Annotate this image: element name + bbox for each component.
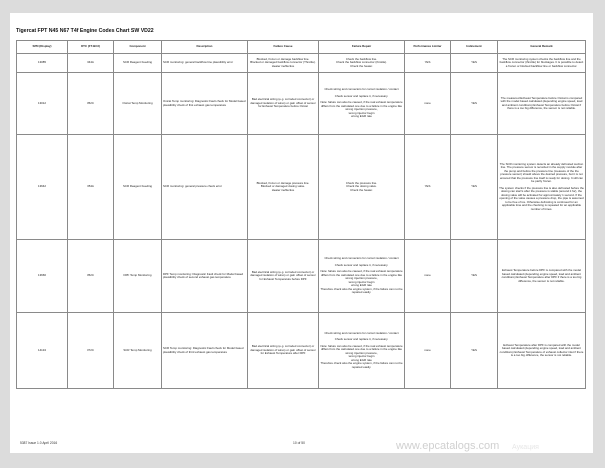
cell-indicement: YES: [451, 313, 498, 389]
cell-failure-repair-line: Check the dosing valve.: [346, 184, 377, 189]
cell-failure-cause: [248, 313, 319, 389]
cell-spn: 13642: [17, 135, 68, 240]
cell-failure-repair-line: wrong injection pressure,: [345, 107, 378, 112]
cell-failure-repair: [319, 54, 405, 73]
cell-general-remark-line: The measured Exhaust Temperature before Oxicat is compared with the model based calculated (depending engine speed, load and ambient conditions) Exhaust Temperature before Oxicat if there is a too big difference, the sensor is not reliable.: [500, 95, 583, 110]
cell-dtc: 372C: [68, 313, 114, 389]
table-header-row: [17, 41, 586, 54]
cell-failure-cause: [248, 240, 319, 313]
cell-general-remark-line: The system checks if the pressure line is also defrosted before the dosing can start's after the pressure is stable (around it for), the dosing valve will be activated for approximately 1 second. If the opening of the valve causes a pressure drop, the pipe is assumed to be free of ice. Otherwise defrosting is continued for an applicable time and the checking is repeated for an applicable number of times.: [499, 185, 584, 211]
cell-failure-repair-line: wrong EGR rate: [351, 357, 372, 362]
header-description: Description: [162, 41, 248, 54]
header-general-remark: General Remark: [498, 41, 586, 54]
cell-failure-cause-line: Bad electrical wiring (e.g. corroded connector) or damaged isolation of wires) or gain offset of sensor for Exhaust Temperature before DPF: [250, 269, 316, 281]
cell-failure-repair-line: wrong injector begin: [348, 110, 375, 115]
cell-dtc: 352C: [68, 73, 114, 135]
cell-failure-repair-line: Check the pressure line.: [345, 180, 378, 185]
cell-failure-repair-line: Check sensor and replace it, if necessary.: [334, 93, 389, 98]
table-body: [17, 54, 586, 389]
cell-description: Oxicat Temp monitoring: Diagnostic Fault check for Model based plausibility check of first exhaust gas temperature: [162, 73, 248, 135]
footer-issue: 5387 Issue 1.0 April 2016: [20, 441, 58, 445]
cell-general-remark-line: The SCR monitoring system checks the backflow line and the backflow connector (throttle) for blockages. It is possible to detect a frozen or blocked backflow line or backflow connector.: [499, 56, 584, 68]
cell-failure-repair-line: wrong injector begin: [348, 354, 375, 359]
cell-failure-repair-line: Check the heater.: [350, 63, 373, 68]
cell-component: SCR Reagent Feeding: [114, 135, 162, 240]
cell-indicement: YES: [451, 240, 498, 313]
header-indicement: Indicement: [451, 41, 498, 54]
cell-general-remark: [498, 240, 586, 313]
cell-general-remark: [498, 73, 586, 135]
cell-general-remark: [498, 313, 586, 389]
cell-failure-cause-line: Bad electrical wiring (e.g. corroded connector) or damaged isolation of wires) or gain offset of sensor for Exhaust Temperature after DPF: [250, 344, 316, 356]
cell-performance-limiter: none: [405, 313, 451, 389]
cell-failure-cause: [248, 73, 319, 135]
cell-indicement: YES: [451, 135, 498, 240]
header-failure-repair: Failure Repair: [319, 41, 405, 54]
cell-spn: 13085: [17, 54, 68, 73]
cell-performance-limiter: YES: [405, 135, 451, 240]
cell-failure-repair-line: Check sensor and replace it, if necessary.: [334, 337, 389, 342]
cell-failure-cause-line: Blocked or damaged dosing valve.: [260, 184, 306, 189]
cell-component: Oxicat Temp Monitoring: [114, 73, 162, 135]
cell-failure-repair-line: Note: failure can also be caused, if the real exhaust temperature differs from the calculated one due to a failure in the engine like: [320, 269, 403, 277]
cell-failure-repair: [319, 240, 405, 313]
cell-failure-repair-line: Note: failure can also be caused, if the real exhaust temperature differs from the calculated one due to a failure in the engine like: [320, 100, 403, 108]
cell-general-remark-line: Exhaust Temperature before DPF is compared with the model based calculated (depending engine speed, load and ambient conditions) Exhaust Temperature after DPF if there is a too big difference, the sensor is not reliable.: [501, 268, 582, 283]
cell-failure-repair-line: wrong EGR rate: [351, 283, 372, 288]
cell-indicement: YES: [451, 73, 498, 135]
cell-failure-cause: [248, 135, 319, 240]
cell-description: SCR monitoring: general pressure check error: [162, 135, 248, 240]
header-component: Component: [114, 41, 162, 54]
cell-failure-cause-line: Heater ineffective: [271, 63, 295, 68]
header-failure-cause: Failure Cause: [248, 41, 319, 54]
cell-general-remark: [498, 54, 586, 73]
cell-failure-cause-line: Bad electrical wiring (e.g. corroded connector) or damaged isolation of wires) or gain offset of sensor for Exhaust Temperature before Oxicat: [250, 97, 316, 109]
cell-failure-repair: [319, 135, 405, 240]
cell-failure-repair-line: Therefore check also the engine system, if the failure can not be repaired easily.: [320, 286, 403, 295]
cell-failure-repair-line: Therefore check also the engine system, if the failure can not be repaired easily.: [320, 361, 403, 369]
document-title: Tigercat FPT N45 N67 T4f Engine Codes Chart SW VD22: [16, 28, 154, 34]
cell-spn: 14134: [17, 313, 68, 389]
cell-failure-repair-line: wrong EGR rate: [351, 114, 372, 119]
cell-dtc: 354A: [68, 135, 114, 240]
cell-failure-repair: [319, 313, 405, 389]
header-dtc: DTC (FT-BC3): [68, 41, 114, 54]
cell-component: DPF Temp Monitoring: [114, 240, 162, 313]
cell-failure-repair-line: wrong injection pressure,: [345, 350, 378, 355]
cell-performance-limiter: none: [405, 240, 451, 313]
cell-spn: 13012: [17, 73, 68, 135]
cell-failure-cause-line: Blocked, frozen or damage backflow line.: [256, 56, 310, 61]
cell-dtc: 352C: [68, 240, 114, 313]
cell-failure-repair: [319, 73, 405, 135]
footer-page-number: 10 of 50: [293, 441, 305, 445]
cell-description: SCR monitoring: general backflow line plausibility error: [162, 54, 248, 73]
cell-failure-cause-line: Blocked, frozen or damage pressure line.: [256, 180, 310, 185]
cell-failure-repair-line: Note: failure can also be caused, if the real exhaust temperature differs from the calculated one due to a failure in the engine like: [320, 343, 403, 352]
table-row: [17, 313, 586, 389]
watermark-text: www.epcatalogs.com: [396, 440, 500, 452]
cell-general-remark: [498, 135, 586, 240]
cell-performance-limiter: none: [405, 73, 451, 135]
watermark-tail: Аукация: [512, 444, 539, 451]
cell-failure-repair-line: Check the heater.: [350, 187, 373, 192]
cell-component: SCR Reagent Feeding: [114, 54, 162, 73]
cell-failure-cause-line: Heater ineffective: [271, 187, 295, 192]
cell-failure-repair-line: Check the backflow line.: [345, 56, 378, 61]
engine-codes-table: [16, 40, 586, 389]
cell-description: SCR Temp monitoring: Diagnostic Fault check for Model based plausibility check of third exhaust gas temperature: [162, 313, 248, 389]
cell-failure-cause-line: Blocked or damaged backflow connector (Throttle).: [250, 60, 316, 65]
table-row: [17, 54, 586, 73]
cell-failure-repair-line: Check wiring and connectors for correct isolation / contact: [324, 256, 399, 261]
table-row: [17, 240, 586, 313]
cell-failure-repair-line: Check the backflow connector (throttle).: [336, 60, 387, 65]
cell-failure-repair-line: wrong injector begin: [348, 279, 375, 284]
cell-component: SCR Temp Monitoring: [114, 313, 162, 389]
table-row: [17, 73, 586, 135]
cell-spn: 13666: [17, 240, 68, 313]
header-spn: SPN (Display): [17, 41, 68, 54]
cell-performance-limiter: YES: [405, 54, 451, 73]
cell-failure-repair-line: wrong injection pressure,: [345, 276, 378, 281]
cell-indicement: YES: [451, 54, 498, 73]
header-performance-limiter: Performance Limiter: [405, 41, 451, 54]
cell-failure-repair-line: Check wiring and connectors for correct isolation / contact: [324, 87, 399, 92]
cell-dtc: 344A: [68, 54, 114, 73]
cell-description: DPF Temp monitoring: Diagnostic Fault check for Model based plausibility check of second exhaust gas temperature: [162, 240, 248, 313]
cell-failure-repair-line: Check wiring and connectors for correct isolation / contact: [324, 330, 399, 335]
cell-general-remark-line: Exhaust Temperature after DPF is compared with the model based calculated (depending engine speed, load and ambient conditions) Exhaust Temperature of exhaust collector inlet if there is a too big difference, the sensor is not reliable.: [499, 342, 584, 357]
cell-failure-cause: [248, 54, 319, 73]
table-row: [17, 135, 586, 240]
document-page: [10, 13, 593, 453]
cell-general-remark-line: The SCR monitoring system detects an already defrosted suction line. The pressure sensor is recorded in the supply module after the pump and before the pressure line (measure of the the pressure sensor) should above the desired pressure, but it is not ensured that the pressure line itself is ready for dosing. It still can be partly frozen.: [499, 161, 584, 184]
cell-failure-repair-line: Check sensor and replace it, if necessary.: [334, 262, 389, 267]
